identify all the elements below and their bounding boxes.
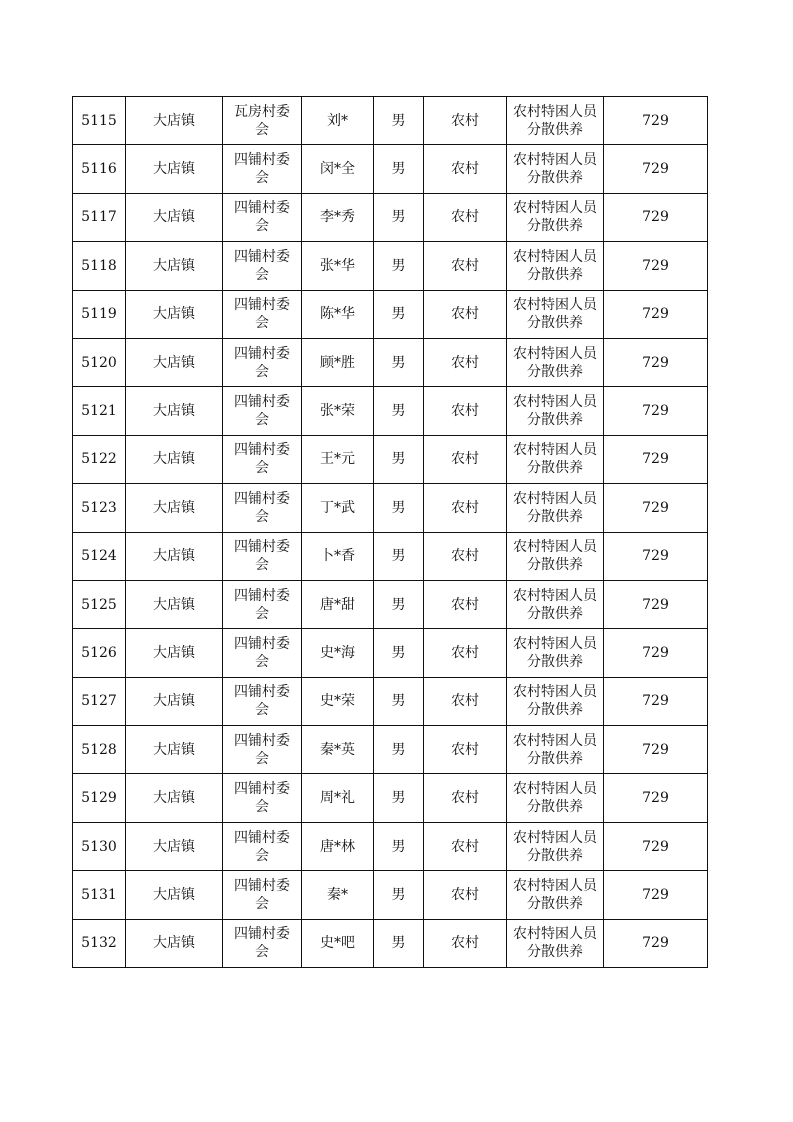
person-name-cell: 史*海 — [302, 629, 374, 677]
amount-cell: 729 — [604, 677, 708, 725]
area-type-cell: 农村 — [424, 387, 507, 435]
assistance-type-cell: 农村特困人员分散供养 — [507, 290, 604, 338]
area-type-cell: 农村 — [424, 193, 507, 241]
gender-cell: 男 — [374, 338, 424, 386]
assistance-type-cell: 农村特困人员分散供养 — [507, 145, 604, 193]
gender-cell: 男 — [374, 97, 424, 145]
gender-cell: 男 — [374, 726, 424, 774]
assistance-type-cell: 农村特困人员分散供养 — [507, 242, 604, 290]
table-row — [73, 387, 708, 435]
area-type-cell: 农村 — [424, 242, 507, 290]
person-name-cell: 李*秀 — [302, 193, 374, 241]
amount-cell: 729 — [604, 484, 708, 532]
person-name-cell: 张*荣 — [302, 387, 374, 435]
assistance-type-cell: 农村特困人员分散供养 — [507, 435, 604, 483]
town-cell: 大店镇 — [126, 242, 223, 290]
row-number-cell: 5132 — [73, 919, 126, 967]
row-number-cell: 5115 — [73, 97, 126, 145]
assistance-type-cell: 农村特困人员分散供养 — [507, 822, 604, 870]
area-type-cell: 农村 — [424, 726, 507, 774]
town-cell: 大店镇 — [126, 484, 223, 532]
person-name-cell: 唐*甜 — [302, 580, 374, 628]
assistance-type-cell: 农村特困人员分散供养 — [507, 629, 604, 677]
row-number-cell: 5120 — [73, 338, 126, 386]
village-cell: 四铺村委会 — [223, 629, 302, 677]
area-type-cell: 农村 — [424, 532, 507, 580]
amount-cell: 729 — [604, 97, 708, 145]
town-cell: 大店镇 — [126, 726, 223, 774]
row-number-cell: 5128 — [73, 726, 126, 774]
amount-cell: 729 — [604, 387, 708, 435]
row-number-cell: 5117 — [73, 193, 126, 241]
person-name-cell: 史*吧 — [302, 919, 374, 967]
amount-cell: 729 — [604, 193, 708, 241]
town-cell: 大店镇 — [126, 193, 223, 241]
village-cell: 四铺村委会 — [223, 484, 302, 532]
town-cell: 大店镇 — [126, 822, 223, 870]
amount-cell: 729 — [604, 435, 708, 483]
table-row — [73, 193, 708, 241]
person-name-cell: 顾*胜 — [302, 338, 374, 386]
village-cell: 四铺村委会 — [223, 726, 302, 774]
person-name-cell: 唐*林 — [302, 822, 374, 870]
village-cell: 四铺村委会 — [223, 193, 302, 241]
amount-cell: 729 — [604, 145, 708, 193]
village-cell: 瓦房村委会 — [223, 97, 302, 145]
row-number-cell: 5122 — [73, 435, 126, 483]
table-row — [73, 919, 708, 967]
assistance-type-cell: 农村特困人员分散供养 — [507, 726, 604, 774]
row-number-cell: 5116 — [73, 145, 126, 193]
person-name-cell: 周*礼 — [302, 774, 374, 822]
gender-cell: 男 — [374, 919, 424, 967]
area-type-cell: 农村 — [424, 774, 507, 822]
amount-cell: 729 — [604, 871, 708, 919]
row-number-cell: 5121 — [73, 387, 126, 435]
village-cell: 四铺村委会 — [223, 774, 302, 822]
person-name-cell: 刘* — [302, 97, 374, 145]
area-type-cell: 农村 — [424, 435, 507, 483]
gender-cell: 男 — [374, 435, 424, 483]
assistance-type-cell: 农村特困人员分散供养 — [507, 919, 604, 967]
town-cell: 大店镇 — [126, 145, 223, 193]
area-type-cell: 农村 — [424, 822, 507, 870]
town-cell: 大店镇 — [126, 677, 223, 725]
amount-cell: 729 — [604, 919, 708, 967]
village-cell: 四铺村委会 — [223, 145, 302, 193]
table-row — [73, 532, 708, 580]
row-number-cell: 5125 — [73, 580, 126, 628]
table-row — [73, 822, 708, 870]
person-name-cell: 史*荣 — [302, 677, 374, 725]
table-row — [73, 145, 708, 193]
person-name-cell: 卜*香 — [302, 532, 374, 580]
person-name-cell: 陈*华 — [302, 290, 374, 338]
assistance-type-cell: 农村特困人员分散供养 — [507, 774, 604, 822]
area-type-cell: 农村 — [424, 484, 507, 532]
gender-cell: 男 — [374, 871, 424, 919]
town-cell: 大店镇 — [126, 435, 223, 483]
assistance-type-cell: 农村特困人员分散供养 — [507, 580, 604, 628]
assistance-type-cell: 农村特困人员分散供养 — [507, 97, 604, 145]
town-cell: 大店镇 — [126, 387, 223, 435]
area-type-cell: 农村 — [424, 97, 507, 145]
table-row — [73, 677, 708, 725]
town-cell: 大店镇 — [126, 774, 223, 822]
row-number-cell: 5119 — [73, 290, 126, 338]
assistance-type-cell: 农村特困人员分散供养 — [507, 338, 604, 386]
town-cell: 大店镇 — [126, 338, 223, 386]
table-row — [73, 774, 708, 822]
town-cell: 大店镇 — [126, 290, 223, 338]
table-row — [73, 726, 708, 774]
village-cell: 四铺村委会 — [223, 290, 302, 338]
person-name-cell: 王*元 — [302, 435, 374, 483]
gender-cell: 男 — [374, 532, 424, 580]
amount-cell: 729 — [604, 242, 708, 290]
amount-cell: 729 — [604, 338, 708, 386]
village-cell: 四铺村委会 — [223, 242, 302, 290]
table-row — [73, 484, 708, 532]
assistance-type-cell: 农村特困人员分散供养 — [507, 532, 604, 580]
row-number-cell: 5127 — [73, 677, 126, 725]
area-type-cell: 农村 — [424, 290, 507, 338]
area-type-cell: 农村 — [424, 629, 507, 677]
row-number-cell: 5131 — [73, 871, 126, 919]
table-row — [73, 435, 708, 483]
assistance-type-cell: 农村特困人员分散供养 — [507, 193, 604, 241]
assistance-type-cell: 农村特困人员分散供养 — [507, 871, 604, 919]
row-number-cell: 5126 — [73, 629, 126, 677]
amount-cell: 729 — [604, 726, 708, 774]
village-cell: 四铺村委会 — [223, 822, 302, 870]
amount-cell: 729 — [604, 290, 708, 338]
village-cell: 四铺村委会 — [223, 677, 302, 725]
table-row — [73, 97, 708, 145]
gender-cell: 男 — [374, 242, 424, 290]
amount-cell: 729 — [604, 629, 708, 677]
person-name-cell: 闵*全 — [302, 145, 374, 193]
amount-cell: 729 — [604, 822, 708, 870]
town-cell: 大店镇 — [126, 919, 223, 967]
gender-cell: 男 — [374, 629, 424, 677]
table-row — [73, 242, 708, 290]
amount-cell: 729 — [604, 532, 708, 580]
person-name-cell: 丁*武 — [302, 484, 374, 532]
area-type-cell: 农村 — [424, 871, 507, 919]
village-cell: 四铺村委会 — [223, 871, 302, 919]
gender-cell: 男 — [374, 290, 424, 338]
person-name-cell: 张*华 — [302, 242, 374, 290]
village-cell: 四铺村委会 — [223, 435, 302, 483]
area-type-cell: 农村 — [424, 338, 507, 386]
gender-cell: 男 — [374, 580, 424, 628]
area-type-cell: 农村 — [424, 919, 507, 967]
relief-roster-table — [72, 96, 708, 968]
row-number-cell: 5123 — [73, 484, 126, 532]
village-cell: 四铺村委会 — [223, 338, 302, 386]
gender-cell: 男 — [374, 193, 424, 241]
table-row — [73, 580, 708, 628]
table-row — [73, 629, 708, 677]
village-cell: 四铺村委会 — [223, 532, 302, 580]
town-cell: 大店镇 — [126, 871, 223, 919]
area-type-cell: 农村 — [424, 580, 507, 628]
amount-cell: 729 — [604, 580, 708, 628]
town-cell: 大店镇 — [126, 629, 223, 677]
assistance-type-cell: 农村特困人员分散供养 — [507, 484, 604, 532]
row-number-cell: 5129 — [73, 774, 126, 822]
village-cell: 四铺村委会 — [223, 580, 302, 628]
gender-cell: 男 — [374, 822, 424, 870]
town-cell: 大店镇 — [126, 97, 223, 145]
gender-cell: 男 — [374, 484, 424, 532]
person-name-cell: 秦*英 — [302, 726, 374, 774]
row-number-cell: 5118 — [73, 242, 126, 290]
person-name-cell: 秦* — [302, 871, 374, 919]
area-type-cell: 农村 — [424, 145, 507, 193]
gender-cell: 男 — [374, 677, 424, 725]
amount-cell: 729 — [604, 774, 708, 822]
area-type-cell: 农村 — [424, 677, 507, 725]
assistance-type-cell: 农村特困人员分散供养 — [507, 677, 604, 725]
table-row — [73, 338, 708, 386]
town-cell: 大店镇 — [126, 532, 223, 580]
gender-cell: 男 — [374, 145, 424, 193]
village-cell: 四铺村委会 — [223, 919, 302, 967]
row-number-cell: 5130 — [73, 822, 126, 870]
table-row — [73, 871, 708, 919]
gender-cell: 男 — [374, 387, 424, 435]
assistance-type-cell: 农村特困人员分散供养 — [507, 387, 604, 435]
table-row — [73, 290, 708, 338]
gender-cell: 男 — [374, 774, 424, 822]
village-cell: 四铺村委会 — [223, 387, 302, 435]
town-cell: 大店镇 — [126, 580, 223, 628]
row-number-cell: 5124 — [73, 532, 126, 580]
